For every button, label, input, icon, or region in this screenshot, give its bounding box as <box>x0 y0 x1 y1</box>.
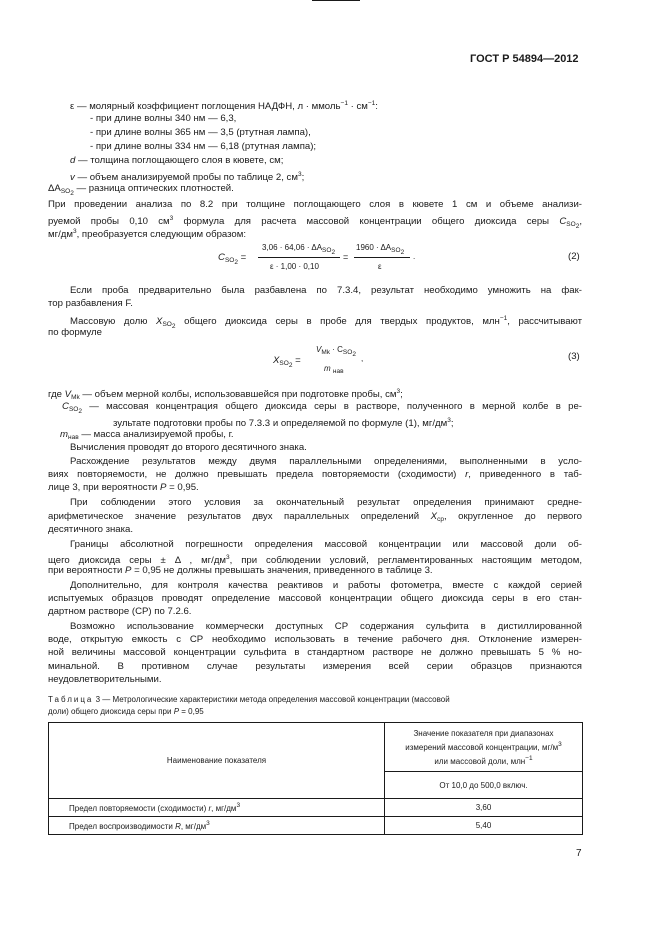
paragraph-line: испытуемых образцов проводят определение массовой концентрации общего диоксида серы в его стан- <box>48 593 582 604</box>
paragraph: Возможно использование коммерчески доступных СР содержания сульфита в дистиллированной <box>70 621 582 632</box>
paragraph: Расхождение результатов между двумя параллельными определениями, выполненными в усло- <box>70 456 582 467</box>
equation-end: . <box>413 252 416 261</box>
equation-end: , <box>361 354 364 363</box>
paragraph-line: воде, открытую емкость с СР необходимо использовать в течение рабочего дня. Отклонение измерен- <box>48 634 582 645</box>
table-row <box>49 817 583 835</box>
fraction-bar <box>312 0 360 1</box>
legend-vmk: где $V_{Mk}$ — объем мерной колбы, использовавшейся при подготовке пробы, $см^3$; <box>48 388 403 401</box>
legend-v: v — объем анализируемой пробы по таблице 2, $см^3$; <box>70 171 305 183</box>
equation-3-numerator: $V_{Mk} \cdot C_{SO_2}$ <box>316 345 356 358</box>
paragraph-line: $мг/дм^3$, преобразуется следующим образом: <box>48 228 247 240</box>
page-number: 7 <box>576 848 582 859</box>
equation-number: (2) <box>568 251 580 262</box>
paragraph: Границы абсолютной погрешности определения массовой концентрации или массовой доли об- <box>70 539 582 550</box>
paragraph-line: лице 3, при вероятности P = 0,95. <box>48 482 199 493</box>
equation-2-numerator-2: $1960 \cdot \Delta A_{SO_2}$ <box>356 243 405 256</box>
paragraph-line: виях повторяемости, не должно превышать предела повторяемости (сходимости) r, приведенного в таб- <box>48 469 582 480</box>
paragraph-line: неудовлетворительными. <box>48 674 162 685</box>
equation-3-lhs: $X_{SO_2}$ = <box>273 355 301 369</box>
legend-m: $m_{нав}$ — масса анализируемой пробы, г. <box>60 429 234 441</box>
paragraph-line: руемой пробы 0,10 $см^3$ формула для расчета массовой концентрации общего диоксида серы $C_{SO_2}$, <box>48 215 582 230</box>
equals-sign: = <box>343 252 349 262</box>
paragraph-line: десятичного знака. <box>48 524 134 535</box>
paragraph-line: ной величины массовой концентрации сульфита в стандартном растворе не должно превышать 5 % но- <box>48 647 582 658</box>
table-header-range: От 10,0 до 500,0 включ. <box>385 772 583 799</box>
paragraph: При проведении анализа по 8.2 при толщине поглощающего слоя в кювете 1 см и объеме анализи- <box>48 199 582 210</box>
paragraph-line: дартном растворе (СР) по 7.2.6. <box>48 606 192 617</box>
legend-c: $C_{SO_2}$ — массовая концентрация общего диоксида серы в растворе, полученного в мерной колбе в ре- <box>62 401 582 415</box>
legend-delta: $\Delta A_{SO_2}$ — разница оптических плотностей. <box>48 183 234 197</box>
fraction-bar <box>354 257 410 258</box>
equation-2-numerator-1: $3,06 \cdot 64,06 \cdot \Delta A_{SO_2}$ <box>262 243 336 256</box>
legend-d: d — толщина поглощающего слоя в кювете, см; <box>70 155 284 166</box>
equation-3-denominator: m $_{нав}$ <box>324 364 344 375</box>
table-cell-label: Предел воспроизводимости R, $мг/дм^3$ <box>49 817 385 835</box>
legend-item: - при длине волны 340 нм — 6,3, <box>90 113 237 124</box>
paragraph-line: минальной. В противном случае результаты измерения всей серии образцов признаются <box>48 661 582 672</box>
paragraph: Дополнительно, для контроля качества реактивов и работы фотометра, вместе с каждой серией <box>70 580 582 591</box>
equation-2-denominator-2: ε <box>378 262 382 271</box>
table-header-name: Наименование показателя <box>49 723 385 799</box>
paragraph-line: арифметическое значение результатов двух параллельных определений $X_{ср}$, округленное до первого <box>48 511 582 523</box>
metrology-table <box>48 722 583 835</box>
equation-number: (3) <box>568 351 580 362</box>
legend-c-continued: зультате подготовки пробы по 7.3.3 и определяемой по формуле (1), $мг/дм^3$; <box>113 417 454 429</box>
paragraph-line: тор разбавления F. <box>48 298 133 309</box>
equation-2-lhs: $C_{SO_2}$ = <box>218 252 247 266</box>
legend-item: - при длине волны 334 нм — 6,18 (ртутная лампа); <box>90 141 317 152</box>
table-cell-value: 5,40 <box>385 817 583 835</box>
paragraph: Вычисления проводят до второго десятичного знака. <box>70 442 307 453</box>
document-header: ГОСТ Р 54894—2012 <box>470 53 579 65</box>
paragraph-line: щего диоксида серы ± Δ , $мг/дм^3$, при соблюдении условий, регламентированных настоящим методом, <box>48 554 582 566</box>
legend-item: - при длине волны 365 нм — 3,5 (ртутная лампа), <box>90 127 311 138</box>
table-caption: Таблица 3 — Метрологические характеристики метода определения массовой концентрации (массовой <box>48 695 450 704</box>
table-row <box>49 799 583 817</box>
paragraph-line: по формуле <box>48 327 102 338</box>
table-header-value: Значение показателя при диапазонах измерений массовой концентрации, $мг/м^3$ или массовой доли, млн$^{-1}$ <box>385 723 583 772</box>
paragraph: Массовую долю $X_{SO_2}$ общего диоксида серы в пробе для твердых продуктов, млн$^{-1}$, рассчитывают <box>70 315 583 330</box>
table-caption-continued: доли) общего диоксида серы при P = 0,95 <box>48 707 204 716</box>
equation-2-denominator-1: ε · 1,00 · 0,10 <box>270 262 319 271</box>
fraction-bar <box>258 257 340 258</box>
paragraph: Если проба предварительно была разбавлена по 7.3.4, результат необходимо умножить на фак- <box>70 285 582 296</box>
table-cell-value: 3,60 <box>385 799 583 817</box>
paragraph-line: при вероятности P = 0,95 не должны превышать значения, приведенного в таблице 3. <box>48 565 433 576</box>
table-cell-label: Предел повторяемости (сходимости) r, $мг/дм^3$ <box>49 799 385 817</box>
paragraph: При соблюдении этого условия за окончательный результат определения принимают средне- <box>70 497 582 508</box>
legend-epsilon: ε — молярный коэффициент поглощения НАДФН, л · ммоль$^{-1}$ · $см^{-1}$: <box>70 100 378 112</box>
